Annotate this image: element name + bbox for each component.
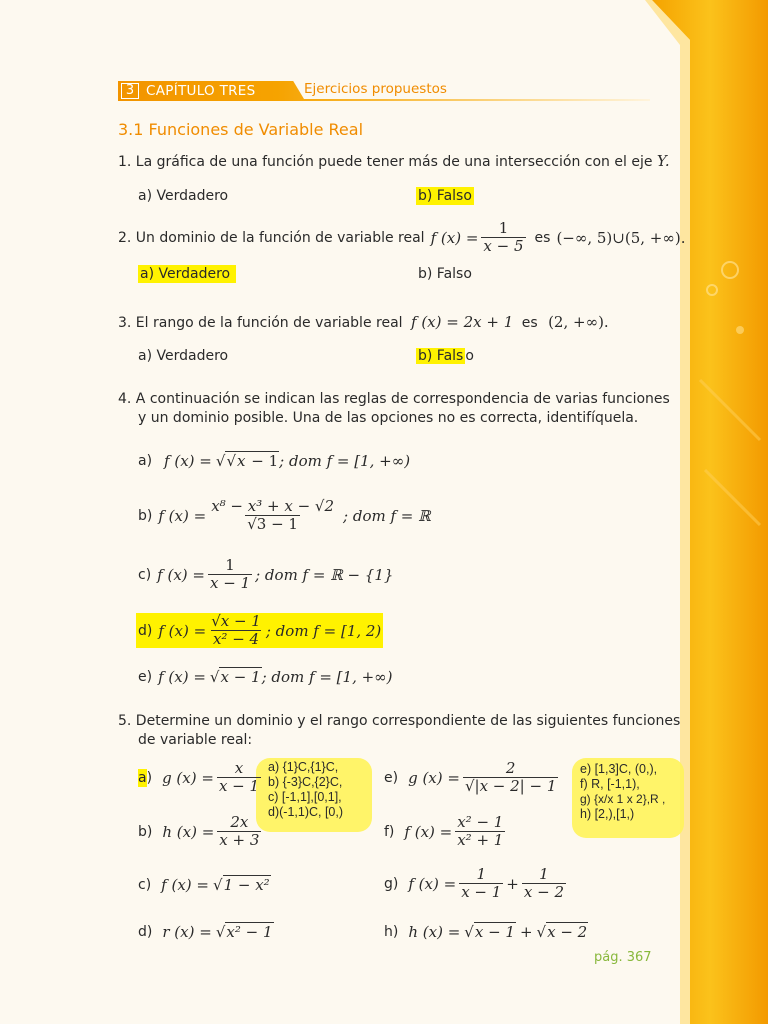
question-3 — [118, 313, 609, 332]
question-4-option-a — [138, 452, 410, 470]
question-2 — [118, 220, 685, 255]
fraction-denominator: x − 1 — [210, 574, 251, 592]
fraction — [459, 866, 503, 901]
option-label: b) — [138, 823, 153, 840]
fraction-numerator: x² − 1 — [457, 813, 504, 831]
radicand: x − 2 — [547, 923, 588, 941]
fraction — [209, 498, 336, 533]
note-line: a) {1}C,{1}C, — [268, 760, 339, 774]
question-5-option-a — [138, 760, 264, 795]
note-line: h) [2,),[1,) — [580, 807, 635, 821]
question-1-text: 1. La gráfica de una función puede tener más de una intersección con el eje — [118, 154, 653, 170]
question-4-option-b — [138, 498, 431, 533]
option-label: e) — [138, 669, 153, 685]
fraction-numerator: 1 — [225, 556, 235, 574]
option-label: d) — [138, 924, 153, 940]
question-5-option-c — [138, 876, 271, 894]
function-name: g (x) = — [408, 768, 460, 787]
function-name: f (x) = — [158, 668, 206, 686]
fraction-numerator: x — [234, 759, 244, 777]
fraction-denominator: √3 − 1 — [247, 515, 298, 533]
chapter-subtitle: Ejercicios propuestos — [304, 81, 447, 97]
fraction — [522, 866, 566, 901]
option-label: c) — [138, 566, 152, 583]
option-label-highlighted: a — [138, 769, 147, 786]
option-label-rest: ) — [146, 769, 153, 786]
function-name: h (x) = — [408, 923, 461, 941]
question-2-text: 2. Un dominio de la función de variable real — [118, 229, 425, 246]
option-label: e) — [384, 769, 399, 786]
function-name: f (x) = — [157, 565, 205, 584]
domain: ; dom f = [1, +∞) — [261, 668, 393, 686]
radicand: x − 1 — [474, 923, 515, 941]
option-label: a) — [138, 453, 153, 469]
fraction-numerator: 1 — [539, 865, 549, 883]
radical: √x − 1 — [464, 923, 515, 941]
question-4-option-c — [138, 557, 393, 592]
question-3-es: es — [521, 315, 538, 331]
question-2-es: es — [534, 229, 551, 246]
fraction-numerator: 1 — [498, 219, 509, 237]
function-name: f (x) = — [408, 874, 457, 893]
fraction — [217, 814, 261, 849]
radicand: x − 1 — [220, 668, 261, 686]
question-5-line-2: de variable real: — [138, 732, 253, 748]
fraction — [209, 613, 263, 648]
question-1 — [118, 152, 670, 171]
question-5-option-g — [384, 866, 569, 901]
fraction-numerator: 2x — [230, 813, 249, 831]
fraction-denominator: x − 5 — [483, 237, 524, 255]
question-2-fraction — [481, 220, 525, 255]
radicand-tail: − 1 — [251, 452, 279, 470]
function-name: h (x) = — [162, 822, 215, 841]
fraction-denominator: x² + 1 — [457, 831, 504, 849]
fraction-denominator: x − 1 — [461, 883, 502, 901]
question-5-line-1: 5. Determine un dominio y el rango correspondiente de las siguientes funciones — [118, 713, 681, 729]
note-line: c) [-1,1],[0,1], — [268, 790, 342, 804]
question-4-option-d — [136, 613, 383, 648]
domain: ; dom f = [1, 2) — [265, 621, 382, 640]
plus-sign: + — [506, 874, 519, 893]
question-4-line-2: y un dominio posible. Una de las opciones no es correcta, identifíquela. — [138, 410, 639, 426]
note-line: b) {-3}C,{2}C, — [268, 775, 343, 789]
question-3-expr: f (x) = 2x + 1 — [411, 313, 514, 331]
radical: √x − 1 — [209, 668, 261, 686]
fraction-numerator: √x − 1 — [211, 612, 261, 630]
radical: √x² − 1 — [215, 923, 273, 941]
page-number: pág. 367 — [594, 950, 652, 965]
question-3-option-b — [416, 347, 474, 365]
question-5-option-d — [138, 923, 274, 941]
domain: ; dom f = ℝ − {1} — [255, 565, 394, 584]
nested-radical: √√x − 1 — [215, 452, 279, 470]
note-line: e) [1,3]C, (0,), — [580, 762, 658, 776]
question-3-option-a: a) Verdadero — [138, 348, 229, 364]
function-name: g (x) = — [162, 768, 214, 787]
fraction-denominator: √|x − 2| − 1 — [464, 777, 557, 795]
fraction-denominator: x² − 4 — [212, 630, 260, 648]
function-name: f (x) = — [164, 452, 212, 470]
option-label: f) — [384, 823, 395, 840]
fraction-denominator: x + 3 — [219, 831, 260, 849]
question-1-axis: Y. — [656, 152, 670, 170]
plus-sign: + — [519, 923, 533, 941]
option-label: b) — [138, 507, 153, 524]
question-5-option-b — [138, 814, 264, 849]
radical: √1 − x² — [213, 876, 270, 894]
question-4-line-1: 4. A continuación se indican las reglas de correspondencia de varias funciones — [118, 391, 670, 407]
answer-notes-left — [262, 760, 372, 830]
fraction — [217, 760, 261, 795]
radicand: x² − 1 — [226, 923, 273, 941]
question-5-option-f — [384, 814, 508, 849]
fraction-denominator: x − 2 — [523, 883, 564, 901]
option-label: g) — [384, 875, 399, 892]
fraction-numerator: x⁸ − x³ + x − √2 — [211, 497, 335, 515]
function-name: f (x) = — [158, 621, 207, 640]
question-4-option-e — [138, 668, 393, 686]
function-name: r (x) = — [162, 923, 212, 941]
domain: ; dom f = ℝ — [343, 506, 431, 525]
question-2-option-a: a) Verdadero — [138, 265, 236, 283]
question-2-set: (−∞, 5)∪(5, +∞). — [556, 228, 686, 247]
question-3-text: 3. El rango de la función de variable real — [118, 315, 403, 331]
function-name: f (x) = — [161, 876, 209, 894]
fraction — [208, 557, 252, 592]
question-2-fx: f (x) = — [430, 228, 479, 247]
question-5-option-e — [384, 760, 561, 795]
fraction-numerator: 1 — [476, 865, 487, 883]
option-label: c) — [138, 877, 152, 893]
fraction — [455, 814, 505, 849]
option-b-highlighted: b) Fals — [418, 348, 464, 364]
option-b-rest: o — [465, 348, 474, 364]
note-line: g) {x/x 1 x 2},R , — [580, 792, 666, 806]
domain: ; dom f = [1, +∞) — [279, 452, 411, 470]
section-title: 3.1 Funciones de Variable Real — [118, 120, 364, 139]
function-name: f (x) = — [404, 822, 453, 841]
radical: √x − 2 — [536, 923, 588, 941]
chapter-title: CAPÍTULO TRES — [146, 83, 256, 99]
option-label: d) — [138, 622, 153, 639]
radicand: x — [237, 452, 246, 470]
note-line: d)(-1,1)C, [0,) — [268, 805, 344, 819]
fraction-numerator: 2 — [505, 759, 516, 777]
question-1-option-b: b) Falso — [418, 188, 472, 204]
question-5-option-h — [384, 923, 588, 941]
fraction — [463, 760, 558, 795]
fraction-denominator: x − 1 — [218, 777, 260, 795]
question-1-option-a: a) Verdadero — [138, 188, 229, 204]
chapter-number: 3 — [121, 83, 139, 99]
note-line: f) R, [-1,1), — [580, 777, 640, 791]
function-name: f (x) = — [158, 506, 207, 525]
question-2-option-b: b) Falso — [418, 266, 472, 282]
radicand: 1 − x² — [223, 876, 270, 894]
question-3-set: (2, +∞). — [548, 313, 609, 331]
option-label: h) — [384, 924, 399, 940]
answer-notes-right — [576, 762, 688, 832]
